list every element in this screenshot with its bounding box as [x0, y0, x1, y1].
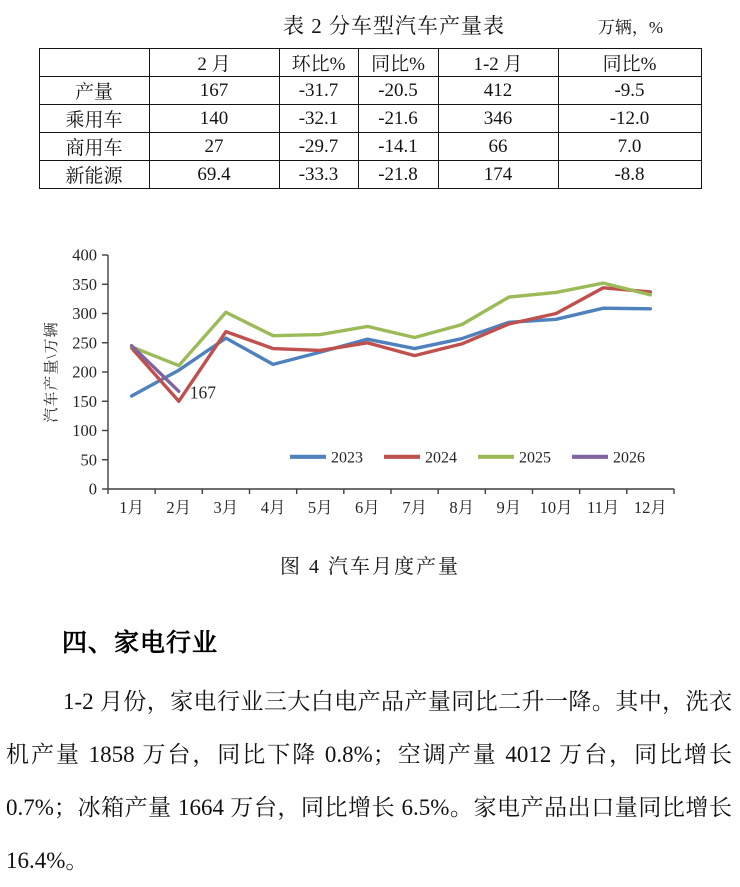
table-title: 表 2 分车型汽车产量表: [283, 14, 505, 38]
x-tick-label: 7月: [402, 498, 427, 517]
table-cell: -32.1: [279, 105, 358, 133]
table-row: [39, 161, 701, 189]
table-header-cell: 2 月: [149, 49, 279, 77]
table-cell: -12.0: [558, 105, 701, 133]
table-cell: -14.1: [358, 133, 438, 161]
table-header-cell: [39, 49, 149, 77]
table-cell: -8.8: [558, 161, 701, 189]
vehicle-production-table: [39, 48, 702, 189]
x-tick-label: 2月: [166, 498, 192, 517]
table-header-cell: 环比%: [279, 49, 358, 77]
table-cell: -31.7: [279, 77, 358, 105]
table-cell: -20.5: [358, 77, 438, 105]
table-cell: 174: [438, 161, 558, 189]
y-tick-label: 400: [72, 245, 97, 265]
table-cell: -9.5: [558, 77, 701, 105]
x-tick-label: 8月: [449, 498, 475, 517]
chart-area: [40, 237, 700, 532]
table-cell: 412: [438, 77, 558, 105]
table-title-row: [0, 0, 740, 48]
table-cell: -29.7: [279, 133, 358, 161]
table-cell: 346: [438, 105, 558, 133]
legend-label-2026: 2026: [613, 449, 645, 467]
table-header-cell: 同比%: [358, 49, 438, 77]
y-tick-label: 100: [72, 421, 97, 440]
x-tick-label: 5月: [307, 498, 333, 517]
x-tick-label: 10月: [539, 498, 573, 517]
data-label: 167: [189, 382, 216, 403]
table-header-cell: 1-2 月: [438, 49, 558, 77]
row-label: 商用车: [39, 133, 149, 161]
table-row: [39, 133, 701, 161]
x-tick-label: 12月: [633, 498, 667, 517]
x-tick-label: 9月: [496, 498, 522, 517]
y-tick-label: 350: [72, 274, 97, 294]
x-tick-label: 6月: [355, 498, 380, 517]
section-heading: 四、家电行业: [62, 629, 219, 657]
y-tick-label: 0: [88, 479, 97, 499]
row-label: 乘用车: [39, 105, 149, 133]
table-cell: 7.0: [558, 133, 701, 161]
legend-label-2025: 2025: [519, 449, 551, 467]
row-label: 新能源: [39, 161, 149, 189]
table-unit-note: 万辆，%: [597, 18, 663, 37]
table-row: [39, 77, 701, 105]
y-tick-label: 200: [72, 362, 97, 382]
table-cell: 66: [438, 133, 558, 161]
table-row: [39, 105, 701, 133]
y-tick-label: 50: [80, 450, 97, 470]
x-tick-label: 3月: [213, 498, 239, 517]
x-tick-label: 4月: [260, 498, 286, 517]
table-cell: 27: [149, 133, 279, 161]
table-cell: 140: [149, 105, 279, 133]
legend-label-2024: 2024: [425, 449, 457, 467]
figure-caption: 图 4 汽车月度产量: [280, 556, 460, 578]
y-axis-title: 汽车产量\万辆: [44, 321, 60, 423]
legend-label-2023: 2023: [331, 449, 363, 467]
monthly-production-chart: [40, 237, 700, 527]
row-label: 产量: [39, 77, 149, 105]
table-cell: 167: [149, 77, 279, 105]
x-tick-label: 1月: [119, 498, 144, 517]
table-header-cell: 同比%: [558, 49, 701, 77]
y-tick-label: 250: [72, 333, 97, 353]
x-tick-label: 11月: [587, 498, 620, 517]
table-cell: -21.8: [358, 161, 438, 189]
table-header-row: [39, 49, 701, 77]
table-cell: -33.3: [279, 161, 358, 189]
table-cell: 69.4: [149, 161, 279, 189]
body-paragraph: 1-2 月份，家电行业三大白电产品产量同比二升一降。其中，洗衣机产量 1858 万台，同比下降 0.8%；空调产量 4012 万台，同比增长 0.7%；冰箱产量 1664 万台，同比增长 6.5%。家电产品出口量同比增长 16.4%。: [6, 689, 732, 873]
y-tick-label: 300: [72, 304, 97, 323]
y-tick-label: 150: [72, 391, 97, 411]
table-cell: -21.6: [358, 105, 438, 133]
